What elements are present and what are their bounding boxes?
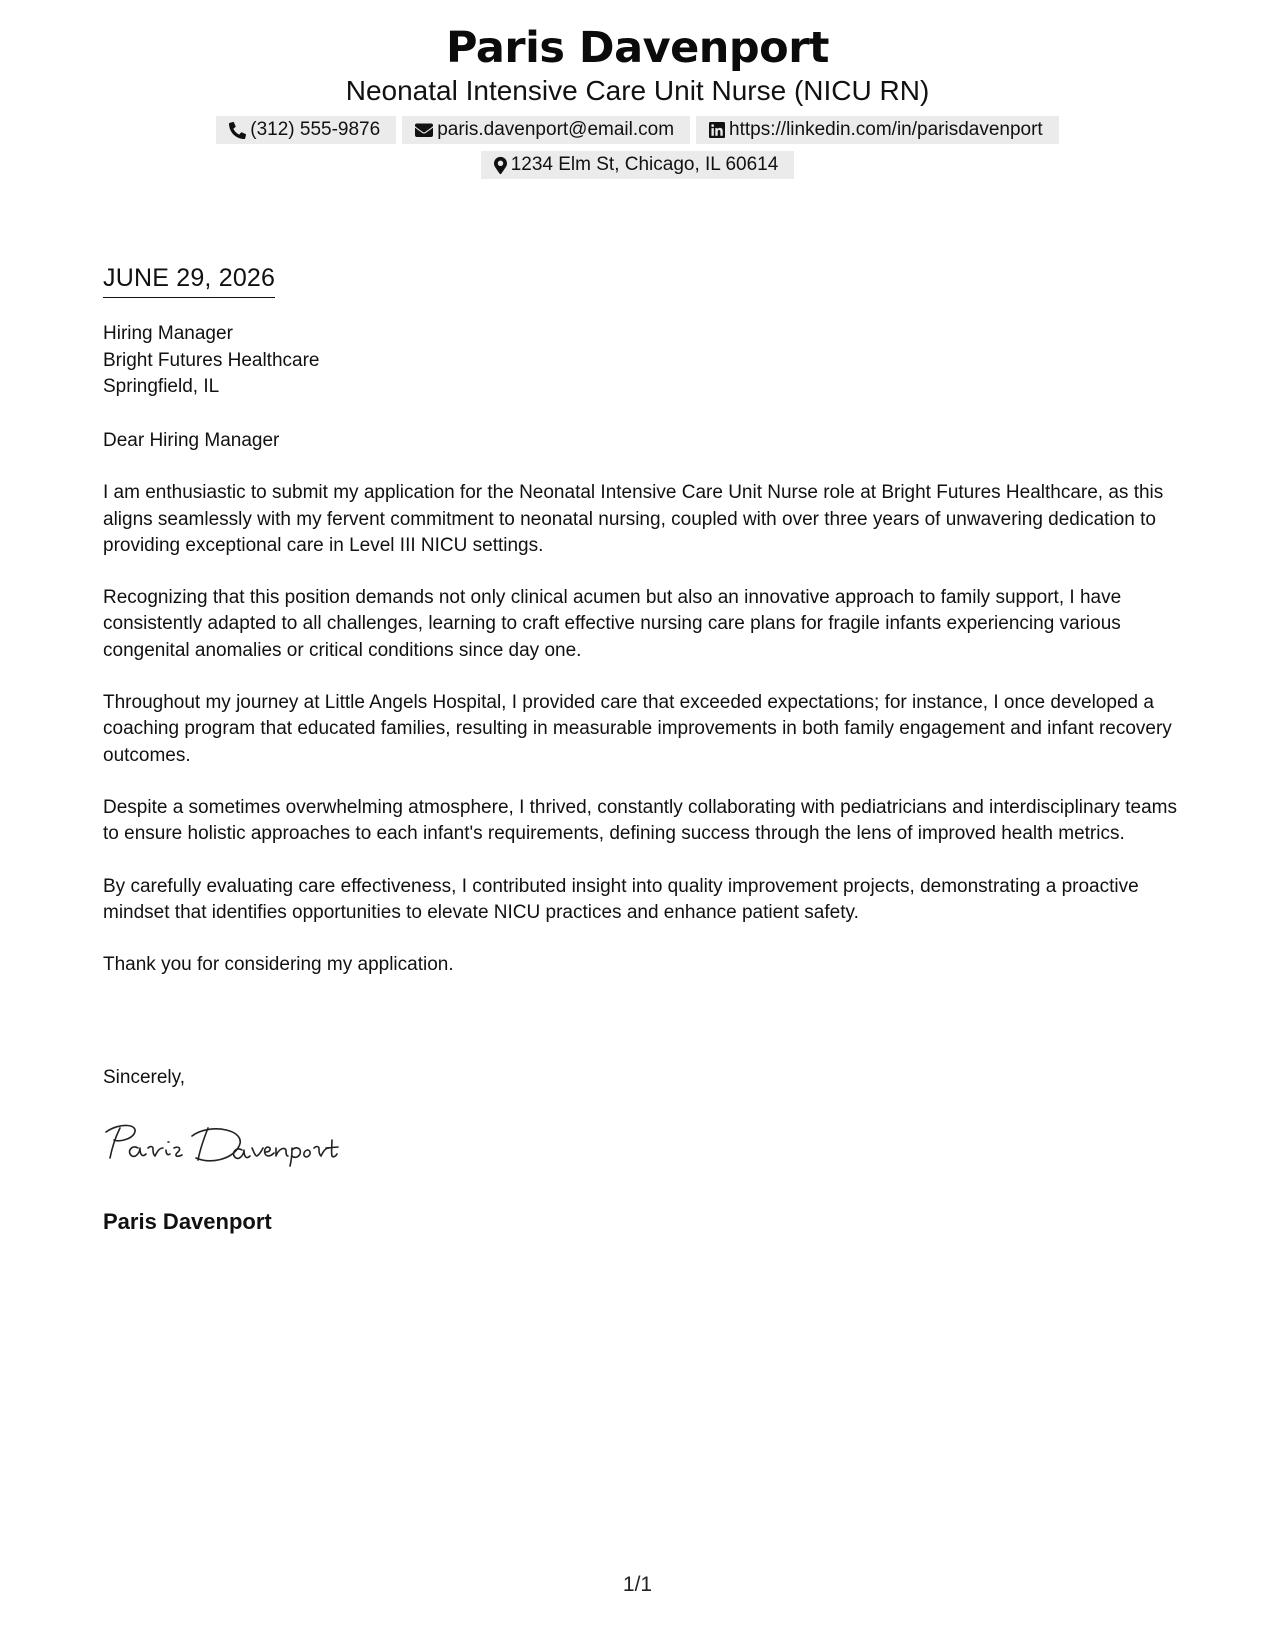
address-contact: [481, 151, 795, 179]
salutation: Dear Hiring Manager: [103, 430, 280, 451]
phone-icon: [229, 122, 246, 139]
applicant-title: Neonatal Intensive Care Unit Nurse (NICU RN): [345, 75, 930, 106]
recipient-line-3: Springfield, IL: [103, 376, 220, 397]
contact-row-primary: [0, 116, 1275, 144]
thank-you-line: Thank you for considering my application.: [103, 954, 454, 976]
handwritten-signature: [100, 1118, 370, 1170]
contact-row-secondary: [0, 151, 1275, 179]
map-pin-icon: [494, 156, 507, 175]
body-paragraph: By carefully evaluating care effectiveness, I contributed insight into quality improvement projects, demonstrating a proactive mindset that identifies opportunities to elevate NICU practices and enhance patient safety.: [103, 875, 1139, 923]
body-paragraph: I am enthusiastic to submit my application for the Neonatal Intensive Care Unit Nurse role at Bright Futures Healthcare, as this aligns seamlessly with my fervent commitment to neonatal nursing, coupled with over three years of unwavering dedication to providing exceptional care in Level III NICU settings.: [103, 482, 1164, 556]
linkedin-contact[interactable]: [696, 116, 1059, 144]
applicant-name: Paris Davenport: [446, 23, 829, 73]
recipient-line-2: Bright Futures Healthcare: [103, 349, 320, 371]
address-text: 1234 Elm St, Chicago, IL 60614: [510, 154, 779, 175]
body-paragraph: Throughout my journey at Little Angels Hospital, I provided care that exceeded expectations; for instance, I once developed a coaching program that educated families, resulting in measurable improvements in both family engagement and infant recovery outcomes.: [103, 692, 1172, 766]
recipient-block: [103, 321, 320, 401]
body-paragraph: Recognizing that this position demands not only clinical acumen but also an innovative approach to family support, I have consistently adapted to all challenges, learning to craft effective nursing care plans for fragile infants experiencing various congenital anomalies or critical conditions since day one.: [103, 587, 1122, 661]
phone-text: (312) 555-9876: [250, 119, 381, 140]
phone-contact[interactable]: [216, 116, 396, 144]
signer-name: Paris Davenport: [103, 1209, 272, 1234]
email-contact[interactable]: [402, 116, 690, 144]
page-number: 1/1: [622, 1573, 653, 1596]
email-text: paris.davenport@email.com: [437, 119, 675, 140]
letter-header: [0, 22, 1275, 179]
letter-body: [103, 428, 1178, 1004]
recipient-line-1: Hiring Manager: [103, 323, 233, 344]
closing-line: Sincerely,: [103, 1067, 186, 1088]
letter-date: JUNE 29, 2026: [103, 262, 275, 298]
envelope-icon: [415, 123, 433, 138]
linkedin-text: https://linkedin.com/in/parisdavenport: [729, 119, 1043, 140]
body-paragraph: Despite a sometimes overwhelming atmosphere, I thrived, constantly collaborating with pediatricians and interdisciplinary teams to ensure holistic approaches to each infant's requirements, defining success through the lens of improved health metrics.: [103, 796, 1178, 845]
linkedin-icon: [709, 122, 725, 138]
